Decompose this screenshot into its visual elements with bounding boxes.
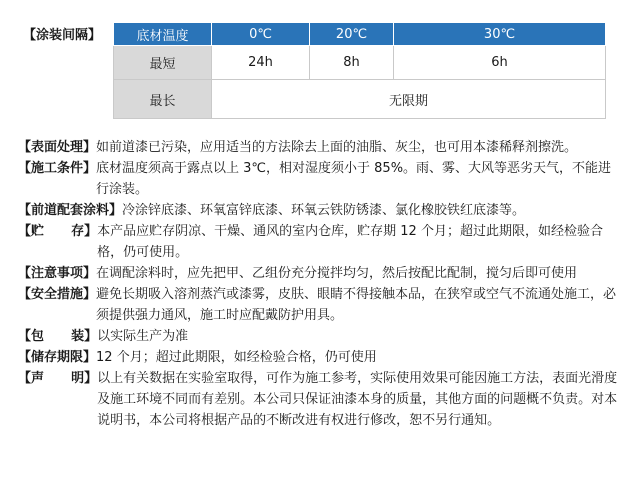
specification-sections [18,137,618,431]
section-text: 避免长期吸入溶剂蒸汽或漆雾，皮肤、眼睛不得接触本品，在狭窄或空气不流通处施工，必须提供强力通风，施工时应配戴防护用具。 [96,287,617,323]
section-text: 底材温度须高于露点以上 3℃，相对湿度须小于 85%。雨、雾、大风等恶劣天气，不能进行涂装。 [96,161,612,197]
section-safety-measures [18,284,618,326]
section-disclaimer [18,368,618,431]
coating-interval-label: 【涂装间隔】 [23,28,102,43]
section-label: 【施工条件】 [18,161,97,176]
longest-row-label: 最长 [114,80,212,119]
section-label: 【表面处理】 [18,140,97,155]
shortest-0c-value: 24h [212,46,310,80]
section-storage [18,221,618,263]
shortest-row-label: 最短 [114,46,212,80]
section-label: 【贮 存】 [18,224,98,239]
section-label: 【安全措施】 [18,287,97,302]
section-packaging [18,326,618,347]
section-label: 【注意事项】 [18,266,97,281]
section-text: 以上有关数据在实验室取得，可作为施工参考，实际使用效果可能因施工方法，表面光滑度及施工环境不同而有差别。本公司只保证油漆本身的质量，其他方面的问题概不负责。对本说明书，本公司将根据产品的不断改进有权进行修改，恕不另行通知。 [97,371,618,428]
section-text: 冷涂锌底漆、环氧富锌底漆、环氧云铁防锈漆、氯化橡胶铁红底漆等。 [122,203,526,218]
section-text: 本产品应贮存阴凉、干燥、通风的室内仓库，贮存期 12 个月；超过此期限，如经检验合格，仍可使用。 [97,224,603,260]
section-label: 【储存期限】 [18,350,97,365]
shortest-30c-value: 6h [394,46,606,80]
section-shelf-life [18,347,618,368]
substrate-temperature-header: 底材温度 [114,23,212,46]
table-header-row [114,23,606,46]
section-label: 【前道配套涂料】 [18,203,123,218]
section-application-conditions [18,158,618,200]
section-label: 【包 装】 [18,329,98,344]
shortest-20c-value: 8h [310,46,394,80]
temperature-20c-header: 20℃ [310,23,394,46]
longest-value: 无限期 [212,80,606,119]
temperature-30c-header: 30℃ [394,23,606,46]
table-row-shortest [114,46,606,80]
section-surface-treatment [18,137,618,158]
section-text: 在调配涂料时，应先把甲、乙组份充分搅拌均匀，然后按配比配制，搅匀后即可使用 [96,266,578,281]
section-text: 如前道漆已污染，应用适当的方法除去上面的油脂、灰尘，也可用本漆稀释剂擦洗。 [96,140,578,155]
table-row-longest [114,80,606,119]
section-label: 【声 明】 [18,371,98,386]
section-text: 12 个月；超过此期限，如经检验合格，仍可使用 [96,350,377,365]
coating-interval-table [113,22,606,119]
section-previous-coatings [18,200,618,221]
temperature-0c-header: 0℃ [212,23,310,46]
section-text: 以实际生产为准 [97,329,189,344]
section-precautions [18,263,618,284]
